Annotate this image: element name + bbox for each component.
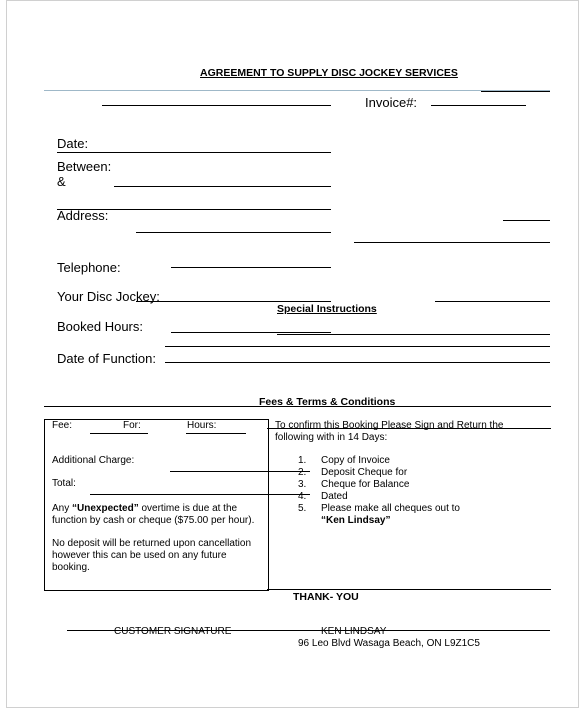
special-instructions-line-2[interactable] [165,346,550,347]
top-blank-line[interactable] [102,105,331,106]
special-instructions-heading: Special Instructions [277,303,377,315]
date-label: Date: [57,136,89,151]
deposit-text-3: booking. [52,562,90,573]
overtime-text-2: function by cash or cheque ($75.00 per hour). [52,515,255,526]
telephone-label: Telephone: [57,260,121,275]
fee-label: Fee: [52,420,73,431]
for-label: For: [123,420,141,431]
item-text-2: Deposit Cheque for [321,467,408,478]
customer-signature-label: CUSTOMER SIGNATURE [114,626,232,637]
thank-you: THANK- YOU [293,591,359,603]
hours-label: Hours: [187,420,217,431]
address-line[interactable] [136,232,331,233]
fees-rule [44,406,551,407]
overtime-text [52,503,237,514]
address-line-right-2[interactable] [354,242,550,243]
overtime-pre: Any [52,503,73,514]
terms-intro-2: following with in 14 Days: [275,432,388,443]
deposit-text-2: however this can be used on any future [52,550,227,561]
disc-jockey-line[interactable] [136,301,331,302]
item-text-5: Please make all cheques out to [321,503,460,514]
item-num-4: 4. [298,491,307,502]
title-rule-right [481,91,550,92]
disc-jockey-line-right[interactable] [435,301,550,302]
between-line[interactable] [114,186,331,187]
address-label: Address: [57,208,109,223]
special-instructions-line-1[interactable] [277,334,550,335]
overtime-bold: “Unexpected” [72,503,139,514]
between-label: Between: [57,159,112,174]
item-text-4: Dated [321,491,348,502]
item-num-2: 2. [298,467,307,478]
total-label: Total: [52,478,76,489]
invoice-label: Invoice#: [365,95,418,110]
fee-line[interactable] [90,433,148,434]
additional-charge-label: Additional Charge: [52,455,135,466]
provider-address: 96 Leo Blvd Wasaga Beach, ON L9Z1C5 [298,638,480,649]
payee-name: “Ken Lindsay” [321,515,391,526]
item-num-1: 1. [298,455,307,466]
item-text-3: Cheque for Balance [321,479,410,490]
title-rule [44,90,550,91]
item-num-5: 5. [298,503,307,514]
date-of-function-line[interactable] [165,362,550,363]
telephone-line[interactable] [171,267,331,268]
address-line-right[interactable] [503,220,550,221]
date-of-function-label: Date of Function: [57,351,156,366]
terms-intro-1: To confirm this Booking Please Sign and Return the [275,420,504,431]
and-label: & [57,174,66,189]
hours-line[interactable] [186,433,246,434]
fees-heading: Fees & Terms & Conditions [259,396,396,408]
provider-name: KEN LINDSAY [321,626,387,637]
invoice-line[interactable] [431,105,526,106]
item-num-3: 3. [298,479,307,490]
deposit-text-1: No deposit will be returned upon cancellation [52,538,252,549]
booked-hours-label: Booked Hours: [57,319,143,334]
overtime-post: overtime is due at the [138,503,238,514]
disc-jockey-label: Your Disc Jockey: [57,289,160,304]
document-title: AGREEMENT TO SUPPLY DISC JOCKEY SERVICES [200,67,458,79]
item-text-1: Copy of Invoice [321,455,390,466]
date-line[interactable] [57,152,331,153]
booked-hours-line[interactable] [171,332,331,333]
